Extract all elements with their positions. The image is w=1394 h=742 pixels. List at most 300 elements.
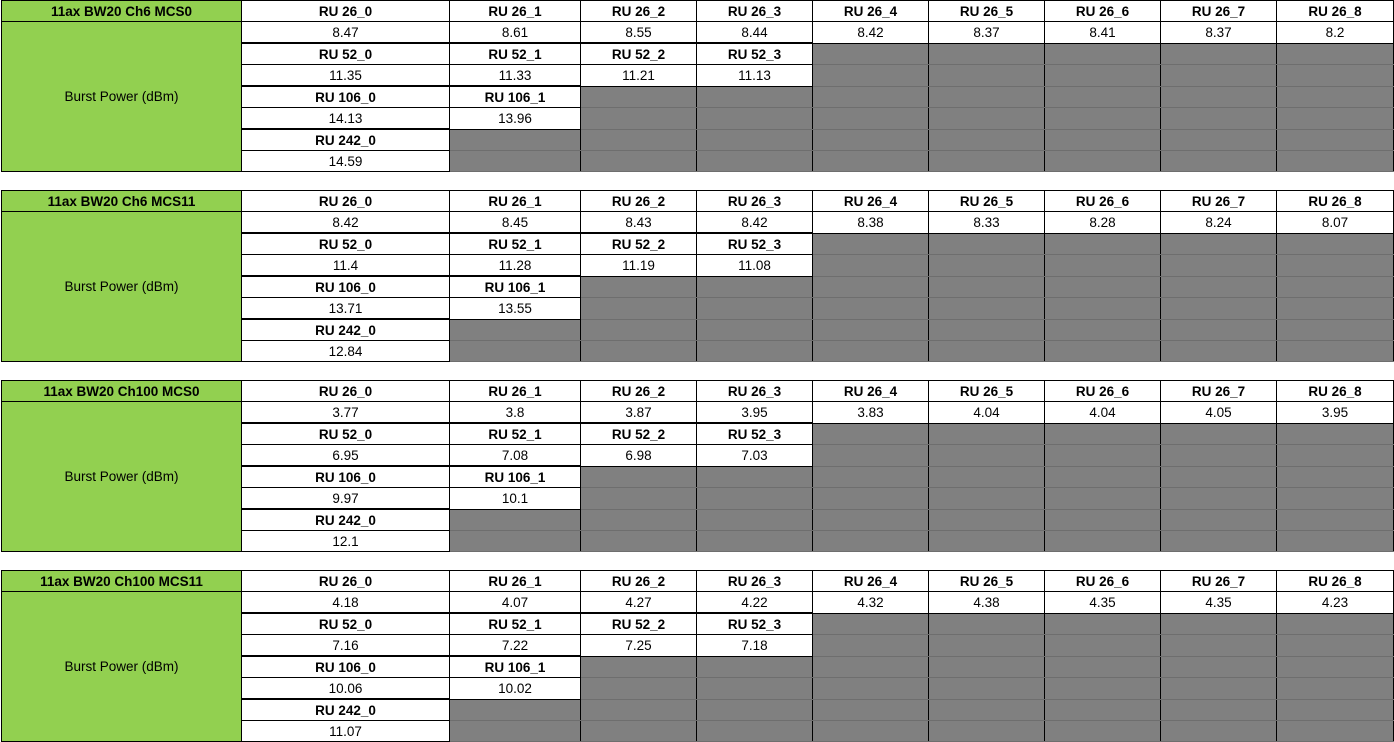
empty-cell <box>1045 613 1161 635</box>
empty-cell <box>1161 656 1277 678</box>
power-value-cell: 7.03 <box>697 445 813 467</box>
table-title: 11ax BW20 Ch6 MCS0 <box>2 1 242 22</box>
power-value-cell: 10.1 <box>450 488 581 510</box>
ru-header-cell: RU 52_1 <box>450 613 581 635</box>
empty-cell <box>813 445 929 467</box>
ru-header-cell: RU 26_6 <box>1045 191 1161 212</box>
empty-cell <box>697 108 813 130</box>
empty-cell <box>813 255 929 277</box>
empty-cell <box>1161 466 1277 488</box>
empty-cell <box>1045 233 1161 255</box>
power-value-cell: 14.59 <box>242 151 450 172</box>
power-value-cell: 8.42 <box>697 212 813 234</box>
ru-header-cell: RU 26_3 <box>697 1 813 22</box>
empty-cell <box>1045 276 1161 298</box>
empty-cell <box>813 613 929 635</box>
power-table <box>1 0 1394 172</box>
power-value-cell: 9.97 <box>242 488 450 510</box>
ru-header-cell: RU 26_5 <box>929 571 1045 592</box>
power-table <box>1 190 1394 362</box>
empty-cell <box>581 699 697 721</box>
empty-cell <box>1277 423 1394 445</box>
ru-header-cell: RU 52_0 <box>242 233 450 255</box>
empty-cell <box>929 488 1045 510</box>
power-value-cell: 11.21 <box>581 65 697 87</box>
ru-header-cell: RU 26_0 <box>242 381 450 402</box>
power-value-cell: 4.38 <box>929 592 1045 614</box>
empty-cell <box>813 699 929 721</box>
empty-cell <box>1045 129 1161 151</box>
empty-cell <box>929 721 1045 742</box>
power-value-cell: 8.33 <box>929 212 1045 234</box>
power-value-cell: 13.55 <box>450 298 581 320</box>
ru-header-cell: RU 26_8 <box>1277 191 1394 212</box>
ru-header-cell: RU 26_3 <box>697 381 813 402</box>
empty-cell <box>697 86 813 108</box>
ru-header-cell: RU 52_2 <box>581 233 697 255</box>
empty-cell <box>697 341 813 362</box>
empty-cell <box>1277 43 1394 65</box>
empty-cell <box>581 276 697 298</box>
ru-header-cell: RU 26_6 <box>1045 1 1161 22</box>
ru-header-cell: RU 52_3 <box>697 613 813 635</box>
empty-cell <box>813 488 929 510</box>
empty-cell <box>929 635 1045 657</box>
empty-cell <box>1045 721 1161 742</box>
ru-header-cell: RU 106_1 <box>450 86 581 108</box>
empty-cell <box>1277 445 1394 467</box>
ru-header-cell: RU 52_2 <box>581 423 697 445</box>
empty-cell <box>1277 233 1394 255</box>
ru-header-cell: RU 52_3 <box>697 43 813 65</box>
empty-cell <box>1045 466 1161 488</box>
empty-cell <box>1161 531 1277 552</box>
power-value-cell: 8.24 <box>1161 212 1277 234</box>
power-value-cell: 11.19 <box>581 255 697 277</box>
ru-header-cell: RU 242_0 <box>242 319 450 341</box>
empty-cell <box>697 298 813 320</box>
empty-cell <box>929 613 1045 635</box>
empty-cell <box>813 86 929 108</box>
empty-cell <box>581 721 697 742</box>
empty-cell <box>813 466 929 488</box>
power-value-cell: 8.28 <box>1045 212 1161 234</box>
empty-cell <box>1045 531 1161 552</box>
power-table <box>1 570 1394 742</box>
empty-cell <box>581 488 697 510</box>
power-value-cell: 6.95 <box>242 445 450 467</box>
empty-cell <box>1277 488 1394 510</box>
empty-cell <box>1045 255 1161 277</box>
empty-cell <box>450 531 581 552</box>
empty-cell <box>929 108 1045 130</box>
ru-header-cell: RU 26_6 <box>1045 571 1161 592</box>
empty-cell <box>929 531 1045 552</box>
ru-header-cell: RU 52_2 <box>581 613 697 635</box>
empty-cell <box>1277 129 1394 151</box>
empty-cell <box>813 509 929 531</box>
ru-header-cell: RU 26_2 <box>581 571 697 592</box>
empty-cell <box>1161 108 1277 130</box>
empty-cell <box>929 43 1045 65</box>
empty-cell <box>697 531 813 552</box>
empty-cell <box>813 678 929 700</box>
ru-header-cell: RU 52_2 <box>581 43 697 65</box>
empty-cell <box>581 108 697 130</box>
empty-cell <box>581 509 697 531</box>
power-value-cell: 8.47 <box>242 22 450 44</box>
empty-cell <box>929 445 1045 467</box>
empty-cell <box>1045 423 1161 445</box>
power-value-cell: 10.06 <box>242 678 450 700</box>
power-value-cell: 8.37 <box>1161 22 1277 44</box>
power-value-cell: 11.33 <box>450 65 581 87</box>
empty-cell <box>1161 43 1277 65</box>
power-value-cell: 3.95 <box>697 402 813 424</box>
row-label: Burst Power (dBm) <box>2 592 242 742</box>
ru-header-cell: RU 26_1 <box>450 191 581 212</box>
empty-cell <box>929 678 1045 700</box>
ru-header-cell: RU 26_8 <box>1277 571 1394 592</box>
empty-cell <box>813 319 929 341</box>
empty-cell <box>1045 43 1161 65</box>
ru-header-cell: RU 26_0 <box>242 191 450 212</box>
power-value-cell: 8.42 <box>242 212 450 234</box>
ru-header-cell: RU 26_3 <box>697 571 813 592</box>
empty-cell <box>929 276 1045 298</box>
power-value-cell: 8.42 <box>813 22 929 44</box>
ru-header-cell: RU 242_0 <box>242 699 450 721</box>
empty-cell <box>1277 509 1394 531</box>
ru-header-cell: RU 26_1 <box>450 381 581 402</box>
ru-header-cell: RU 106_1 <box>450 656 581 678</box>
power-value-cell: 8.41 <box>1045 22 1161 44</box>
empty-cell <box>697 678 813 700</box>
power-value-cell: 7.22 <box>450 635 581 657</box>
power-value-cell: 3.87 <box>581 402 697 424</box>
ru-header-cell: RU 26_4 <box>813 381 929 402</box>
empty-cell <box>929 86 1045 108</box>
power-value-cell: 11.4 <box>242 255 450 277</box>
power-value-cell: 4.22 <box>697 592 813 614</box>
empty-cell <box>450 319 581 341</box>
empty-cell <box>1045 108 1161 130</box>
empty-cell <box>581 86 697 108</box>
empty-cell <box>813 721 929 742</box>
power-value-cell: 4.05 <box>1161 402 1277 424</box>
empty-cell <box>813 656 929 678</box>
empty-cell <box>1045 151 1161 172</box>
empty-cell <box>697 699 813 721</box>
ru-header-cell: RU 26_5 <box>929 1 1045 22</box>
ru-header-cell: RU 106_0 <box>242 86 450 108</box>
empty-cell <box>1277 276 1394 298</box>
ru-header-cell: RU 52_0 <box>242 423 450 445</box>
power-value-cell: 3.77 <box>242 402 450 424</box>
table-title: 11ax BW20 Ch100 MCS0 <box>2 381 242 402</box>
empty-cell <box>813 276 929 298</box>
empty-cell <box>1277 255 1394 277</box>
ru-header-cell: RU 26_0 <box>242 1 450 22</box>
power-value-cell: 8.55 <box>581 22 697 44</box>
empty-cell <box>1161 635 1277 657</box>
power-value-cell: 11.07 <box>242 721 450 742</box>
power-value-cell: 4.04 <box>929 402 1045 424</box>
empty-cell <box>1161 721 1277 742</box>
empty-cell <box>697 129 813 151</box>
empty-cell <box>1161 488 1277 510</box>
power-value-cell: 12.84 <box>242 341 450 362</box>
empty-cell <box>581 151 697 172</box>
power-value-cell: 7.25 <box>581 635 697 657</box>
empty-cell <box>1161 699 1277 721</box>
empty-cell <box>929 509 1045 531</box>
empty-cell <box>813 151 929 172</box>
power-value-cell: 4.07 <box>450 592 581 614</box>
empty-cell <box>929 341 1045 362</box>
power-table <box>1 380 1394 552</box>
empty-cell <box>929 656 1045 678</box>
empty-cell <box>813 635 929 657</box>
empty-cell <box>1277 678 1394 700</box>
empty-cell <box>1045 678 1161 700</box>
power-value-cell: 4.35 <box>1045 592 1161 614</box>
empty-cell <box>1045 86 1161 108</box>
ru-header-cell: RU 26_6 <box>1045 381 1161 402</box>
empty-cell <box>581 319 697 341</box>
power-value-cell: 8.45 <box>450 212 581 234</box>
empty-cell <box>1045 341 1161 362</box>
ru-header-cell: RU 26_8 <box>1277 381 1394 402</box>
empty-cell <box>1277 699 1394 721</box>
ru-header-cell: RU 26_2 <box>581 381 697 402</box>
empty-cell <box>929 129 1045 151</box>
table-title: 11ax BW20 Ch6 MCS11 <box>2 191 242 212</box>
empty-cell <box>1045 699 1161 721</box>
empty-cell <box>813 298 929 320</box>
ru-header-cell: RU 26_3 <box>697 191 813 212</box>
empty-cell <box>1045 656 1161 678</box>
empty-cell <box>1045 445 1161 467</box>
ru-header-cell: RU 26_7 <box>1161 191 1277 212</box>
empty-cell <box>581 341 697 362</box>
empty-cell <box>1161 129 1277 151</box>
empty-cell <box>1277 466 1394 488</box>
empty-cell <box>813 129 929 151</box>
power-value-cell: 3.8 <box>450 402 581 424</box>
power-value-cell: 3.83 <box>813 402 929 424</box>
table-title: 11ax BW20 Ch100 MCS11 <box>2 571 242 592</box>
empty-cell <box>581 129 697 151</box>
row-label: Burst Power (dBm) <box>2 402 242 552</box>
empty-cell <box>1161 65 1277 87</box>
power-value-cell: 4.23 <box>1277 592 1394 614</box>
power-value-cell: 4.27 <box>581 592 697 614</box>
empty-cell <box>1277 298 1394 320</box>
power-value-cell: 8.61 <box>450 22 581 44</box>
empty-cell <box>1161 255 1277 277</box>
power-value-cell: 12.1 <box>242 531 450 552</box>
empty-cell <box>813 65 929 87</box>
ru-header-cell: RU 52_1 <box>450 233 581 255</box>
ru-header-cell: RU 26_0 <box>242 571 450 592</box>
empty-cell <box>813 108 929 130</box>
ru-header-cell: RU 26_7 <box>1161 571 1277 592</box>
ru-header-cell: RU 106_1 <box>450 276 581 298</box>
empty-cell <box>929 233 1045 255</box>
ru-header-cell: RU 26_7 <box>1161 381 1277 402</box>
empty-cell <box>1161 423 1277 445</box>
empty-cell <box>813 341 929 362</box>
empty-cell <box>697 721 813 742</box>
empty-cell <box>450 721 581 742</box>
empty-cell <box>813 233 929 255</box>
empty-cell <box>1277 341 1394 362</box>
row-label: Burst Power (dBm) <box>2 22 242 172</box>
empty-cell <box>929 466 1045 488</box>
power-value-cell: 11.28 <box>450 255 581 277</box>
ru-header-cell: RU 26_5 <box>929 381 1045 402</box>
power-value-cell: 11.08 <box>697 255 813 277</box>
empty-cell <box>1277 86 1394 108</box>
ru-header-cell: RU 52_0 <box>242 43 450 65</box>
empty-cell <box>1161 276 1277 298</box>
power-value-cell: 8.38 <box>813 212 929 234</box>
empty-cell <box>1161 445 1277 467</box>
power-value-cell: 4.04 <box>1045 402 1161 424</box>
empty-cell <box>929 699 1045 721</box>
ru-header-cell: RU 26_7 <box>1161 1 1277 22</box>
ru-header-cell: RU 26_1 <box>450 1 581 22</box>
ru-header-cell: RU 26_2 <box>581 1 697 22</box>
power-value-cell: 8.07 <box>1277 212 1394 234</box>
empty-cell <box>697 509 813 531</box>
power-value-cell: 6.98 <box>581 445 697 467</box>
empty-cell <box>1277 108 1394 130</box>
empty-cell <box>1277 151 1394 172</box>
empty-cell <box>929 151 1045 172</box>
ru-header-cell: RU 52_3 <box>697 423 813 445</box>
empty-cell <box>697 151 813 172</box>
empty-cell <box>1161 319 1277 341</box>
empty-cell <box>813 43 929 65</box>
ru-header-cell: RU 26_5 <box>929 191 1045 212</box>
ru-header-cell: RU 26_8 <box>1277 1 1394 22</box>
empty-cell <box>697 276 813 298</box>
empty-cell <box>1045 488 1161 510</box>
empty-cell <box>1161 298 1277 320</box>
empty-cell <box>581 656 697 678</box>
empty-cell <box>929 298 1045 320</box>
power-value-cell: 7.16 <box>242 635 450 657</box>
power-value-cell: 8.2 <box>1277 22 1394 44</box>
empty-cell <box>697 656 813 678</box>
power-value-cell: 4.32 <box>813 592 929 614</box>
empty-cell <box>1045 319 1161 341</box>
power-value-cell: 10.02 <box>450 678 581 700</box>
empty-cell <box>929 319 1045 341</box>
empty-cell <box>1045 635 1161 657</box>
ru-header-cell: RU 26_4 <box>813 571 929 592</box>
ru-header-cell: RU 26_2 <box>581 191 697 212</box>
power-value-cell: 11.13 <box>697 65 813 87</box>
empty-cell <box>581 466 697 488</box>
empty-cell <box>697 466 813 488</box>
empty-cell <box>1161 341 1277 362</box>
ru-header-cell: RU 106_0 <box>242 276 450 298</box>
power-value-cell: 4.18 <box>242 592 450 614</box>
empty-cell <box>1277 635 1394 657</box>
power-value-cell: 13.96 <box>450 108 581 130</box>
power-value-cell: 3.95 <box>1277 402 1394 424</box>
ru-header-cell: RU 52_1 <box>450 43 581 65</box>
empty-cell <box>450 341 581 362</box>
empty-cell <box>1277 656 1394 678</box>
empty-cell <box>1161 233 1277 255</box>
empty-cell <box>813 423 929 445</box>
empty-cell <box>450 699 581 721</box>
power-value-cell: 4.35 <box>1161 592 1277 614</box>
empty-cell <box>581 298 697 320</box>
ru-header-cell: RU 106_0 <box>242 656 450 678</box>
empty-cell <box>450 151 581 172</box>
empty-cell <box>1277 319 1394 341</box>
ru-header-cell: RU 242_0 <box>242 129 450 151</box>
empty-cell <box>581 531 697 552</box>
empty-cell <box>1045 509 1161 531</box>
ru-header-cell: RU 26_4 <box>813 1 929 22</box>
ru-header-cell: RU 52_3 <box>697 233 813 255</box>
empty-cell <box>813 531 929 552</box>
ru-header-cell: RU 242_0 <box>242 509 450 531</box>
power-value-cell: 8.37 <box>929 22 1045 44</box>
empty-cell <box>1045 65 1161 87</box>
empty-cell <box>1161 678 1277 700</box>
empty-cell <box>450 509 581 531</box>
empty-cell <box>1277 613 1394 635</box>
empty-cell <box>1277 531 1394 552</box>
empty-cell <box>1045 298 1161 320</box>
empty-cell <box>1161 151 1277 172</box>
power-value-cell: 7.18 <box>697 635 813 657</box>
power-value-cell: 8.44 <box>697 22 813 44</box>
empty-cell <box>929 255 1045 277</box>
empty-cell <box>1161 86 1277 108</box>
ru-header-cell: RU 106_0 <box>242 466 450 488</box>
empty-cell <box>450 129 581 151</box>
empty-cell <box>929 65 1045 87</box>
row-label: Burst Power (dBm) <box>2 212 242 362</box>
ru-header-cell: RU 52_0 <box>242 613 450 635</box>
power-value-cell: 14.13 <box>242 108 450 130</box>
ru-header-cell: RU 26_4 <box>813 191 929 212</box>
power-value-cell: 13.71 <box>242 298 450 320</box>
empty-cell <box>929 423 1045 445</box>
empty-cell <box>1277 721 1394 742</box>
empty-cell <box>1161 509 1277 531</box>
empty-cell <box>581 678 697 700</box>
ru-header-cell: RU 106_1 <box>450 466 581 488</box>
empty-cell <box>697 488 813 510</box>
power-value-cell: 11.35 <box>242 65 450 87</box>
empty-cell <box>697 319 813 341</box>
power-value-cell: 7.08 <box>450 445 581 467</box>
ru-header-cell: RU 52_1 <box>450 423 581 445</box>
power-value-cell: 8.43 <box>581 212 697 234</box>
empty-cell <box>1161 613 1277 635</box>
empty-cell <box>1277 65 1394 87</box>
ru-header-cell: RU 26_1 <box>450 571 581 592</box>
